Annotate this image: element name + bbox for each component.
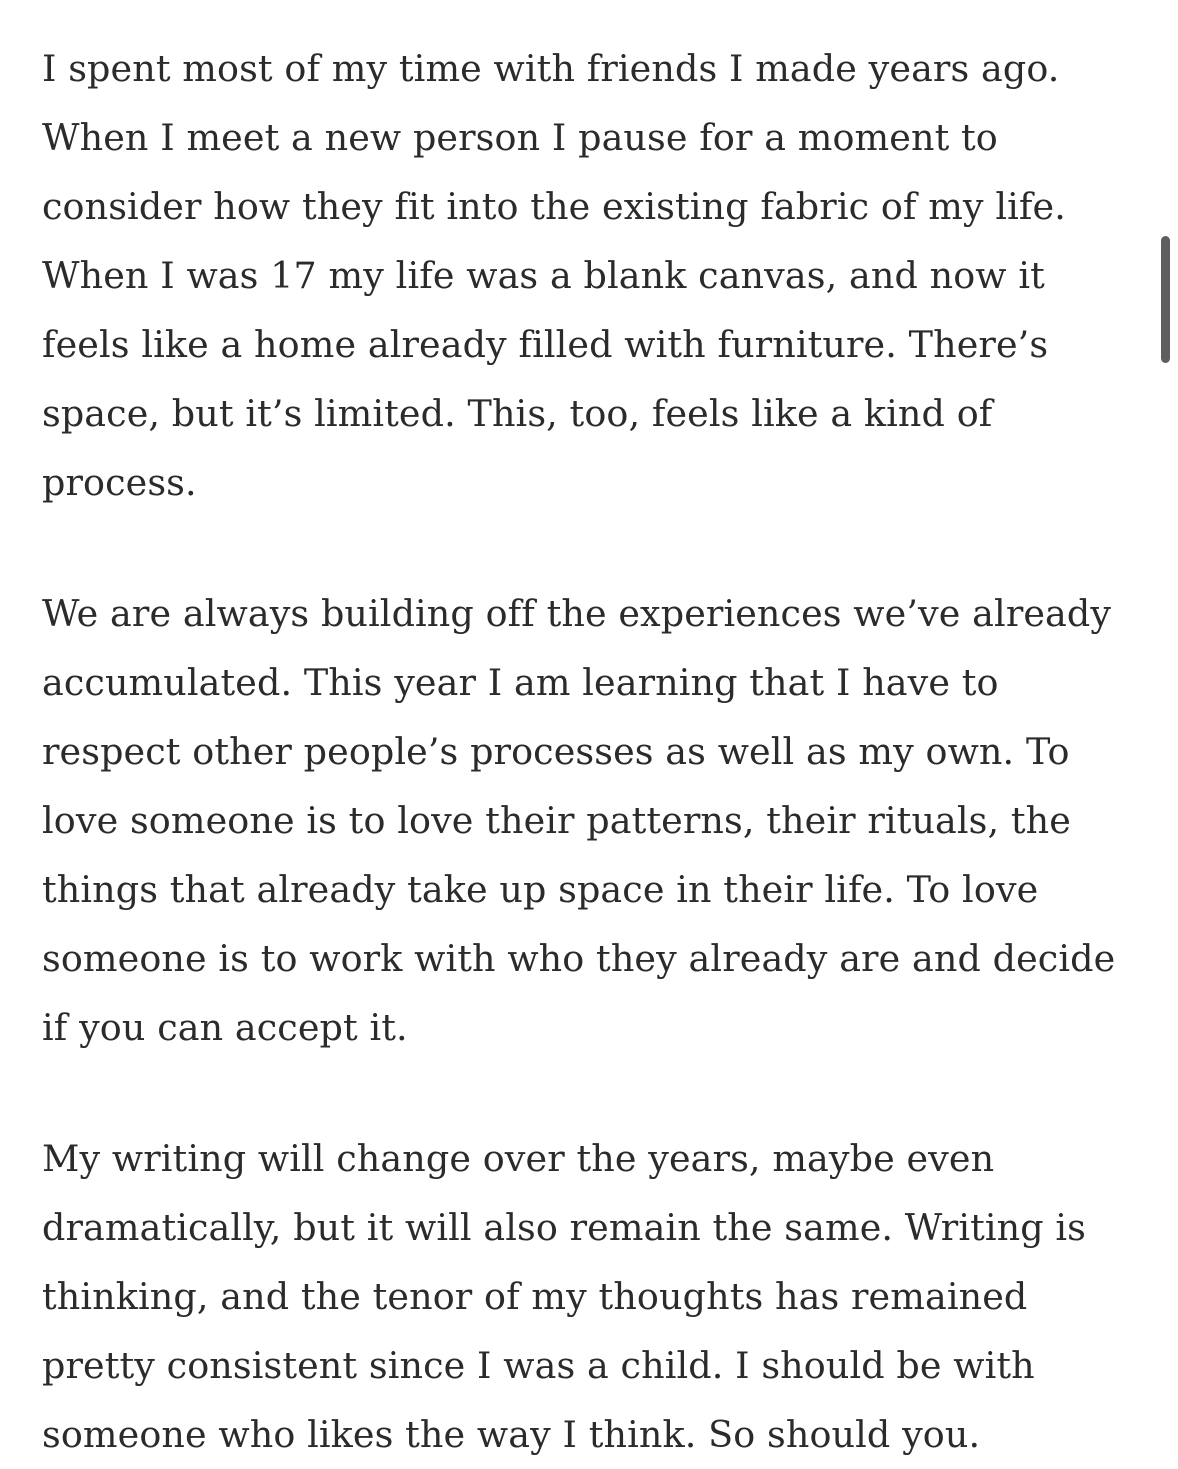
paragraph-2 [42, 579, 1152, 1062]
text-line: things that already take up space in their life. To love [42, 868, 1039, 911]
text-line: process. [42, 461, 197, 504]
text-line: pretty consistent since I was a child. I should be with [42, 1344, 1035, 1387]
text-line: someone who likes the way I think. So should you. [42, 1413, 981, 1456]
text-line: We are always building off the experiences we’ve already [42, 592, 1112, 635]
text-line: thinking, and the tenor of my thoughts has remained [42, 1275, 1028, 1318]
text-line: someone is to work with who they already are and decide [42, 937, 1116, 980]
text-line: accumulated. This year I am learning that I have to [42, 661, 999, 704]
text-line: When I meet a new person I pause for a moment to [42, 116, 998, 159]
text-line: I spent most of my time with friends I made years ago. [42, 47, 1060, 90]
text-line: love someone is to love their patterns, their rituals, the [42, 799, 1071, 842]
scrollbar-thumb[interactable] [1161, 236, 1170, 363]
text-line: dramatically, but it will also remain the same. Writing is [42, 1206, 1087, 1249]
text-line: if you can accept it. [42, 1006, 408, 1049]
text-line: space, but it’s limited. This, too, feels like a kind of [42, 392, 993, 435]
text-line: My writing will change over the years, maybe even [42, 1137, 995, 1180]
text-line: consider how they fit into the existing fabric of my life. [42, 185, 1066, 228]
paragraph-1 [42, 34, 1152, 517]
article-body [42, 34, 1152, 1469]
paragraph-3 [42, 1124, 1152, 1469]
text-line: respect other people’s processes as well as my own. To [42, 730, 1070, 773]
text-line: feels like a home already filled with furniture. There’s [42, 323, 1049, 366]
text-line: When I was 17 my life was a blank canvas, and now it [42, 254, 1045, 297]
